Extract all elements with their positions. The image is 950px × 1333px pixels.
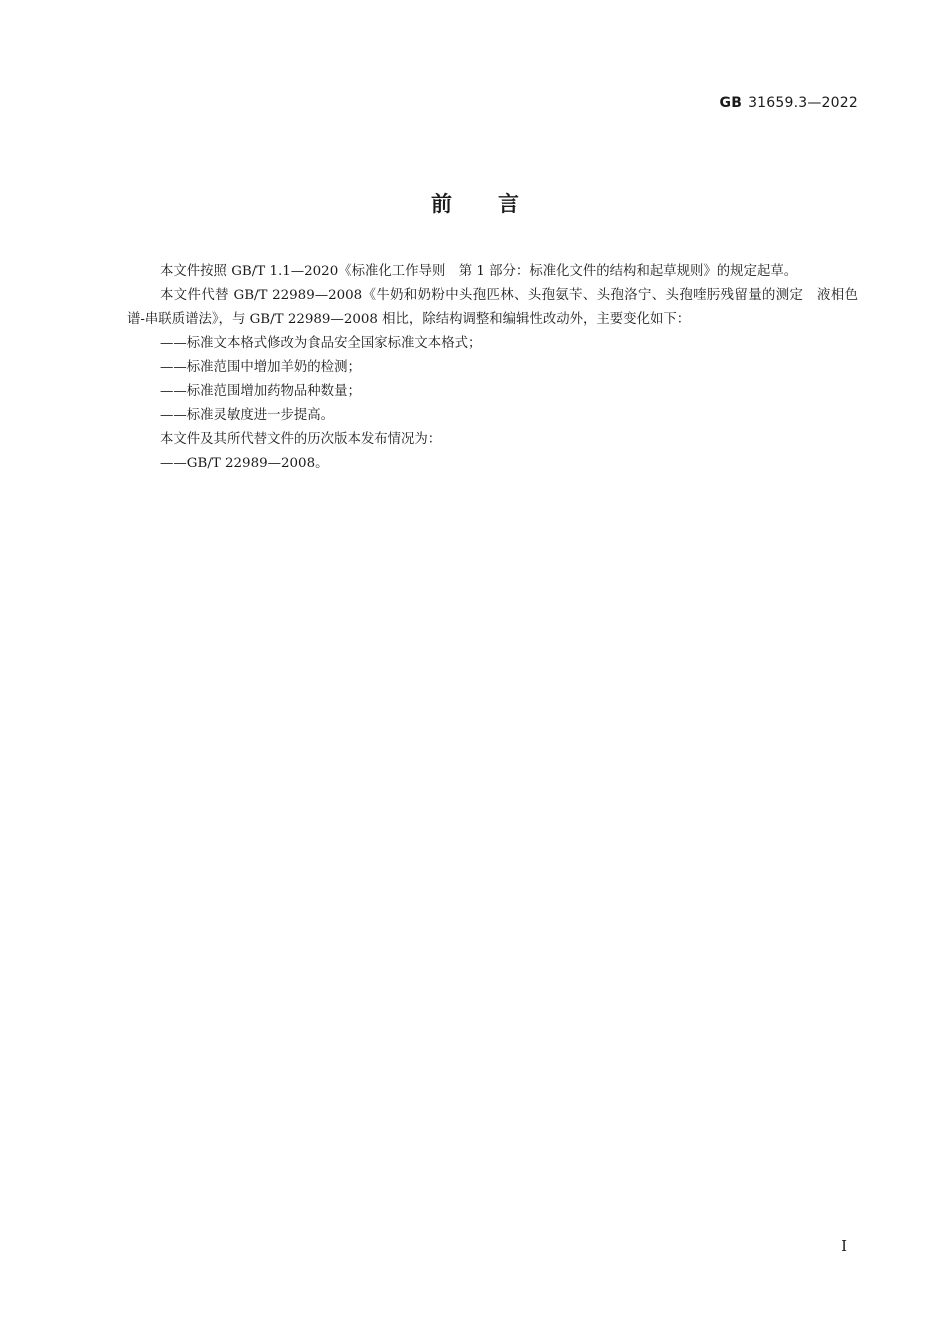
paragraph-replacement-note: 本文件代替 GB/T 22989—2008《牛奶和奶粉中头孢匹林、头孢氨苄、头孢洛宁、头孢喹肟残留量的测定 液相色谱-串联质谱法》，与 GB/T 22989—2008 相比，除结构调整和编辑性改动外，主要变化如下：: [127, 288, 858, 327]
list-item: ——标准文本格式修改为食品安全国家标准文本格式；: [160, 336, 482, 351]
list-item: ——标准灵敏度进一步提高。: [160, 408, 335, 423]
page-number: I: [841, 1237, 847, 1255]
paragraph-version-history: 本文件及其所代替文件的历次版本发布情况为：: [160, 432, 442, 447]
standard-number: 31659.3—2022: [748, 95, 858, 111]
list-item: ——标准范围增加药物品种数量；: [160, 384, 361, 399]
document-body: [127, 260, 858, 476]
standard-code-header: [720, 95, 859, 111]
standard-prefix: GB: [719, 95, 743, 111]
page-title: 前言: [431, 192, 565, 216]
list-item: ——标准范围中增加羊奶的检测；: [160, 360, 361, 375]
list-item: ——GB/T 22989—2008。: [160, 456, 329, 471]
paragraph-drafting-basis: 本文件按照 GB/T 1.1—2020《标准化工作导则 第 1 部分：标准化文件的结构和起草规则》的规定起草。: [160, 264, 798, 279]
